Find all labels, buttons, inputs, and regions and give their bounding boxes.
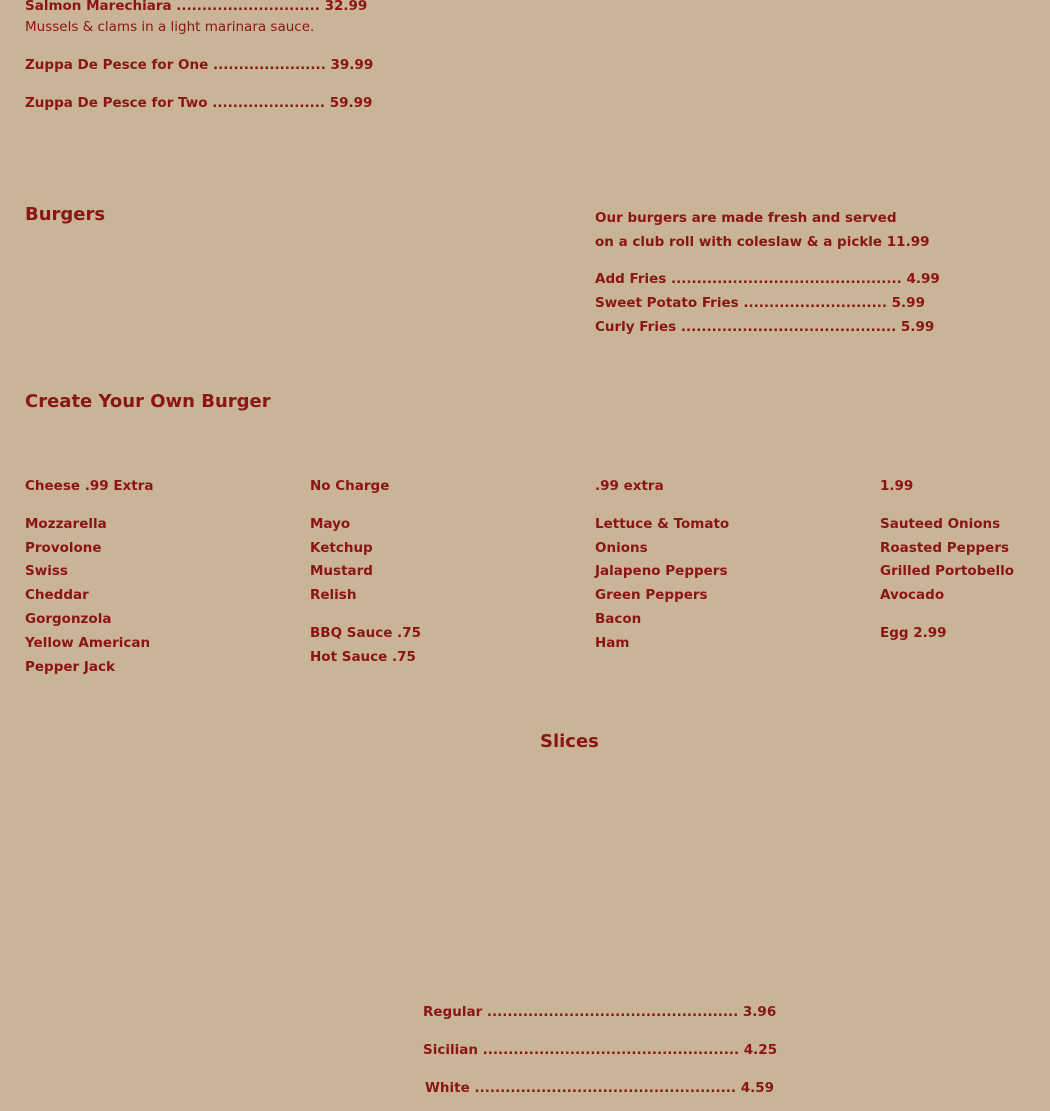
list-item: Egg 2.99 — [880, 624, 947, 641]
toppings-column-199 — [880, 475, 1045, 646]
list-item: Cheddar — [25, 587, 89, 604]
list-item: Grilled Portobello — [880, 563, 1015, 580]
side-curly-fries: Curly Fries .......................................... 5.99 — [595, 319, 935, 335]
list-item: Green Peppers — [595, 587, 708, 604]
menu-item-description: Mussels & clams in a light marinara sauce. — [25, 19, 315, 35]
menu-item-salmon-marechiara: Salmon Marechiara ............................ 32.99 — [25, 0, 368, 14]
list-item: Onions — [595, 539, 648, 556]
column-header: Cheese .99 Extra — [25, 478, 154, 494]
section-title-slices: Slices — [540, 731, 599, 752]
toppings-column-99-extra — [595, 475, 865, 656]
side-add-fries: Add Fries ............................................. 4.99 — [595, 271, 940, 287]
list-item: Hot Sauce .75 — [310, 648, 416, 665]
section-title-create-burger: Create Your Own Burger — [25, 391, 271, 412]
list-item: Sauteed Onions — [880, 515, 1001, 532]
list-item: BBQ Sauce .75 — [310, 624, 421, 641]
slice-regular: Regular ................................................. 3.96 — [423, 1004, 777, 1020]
side-sweet-potato-fries: Sweet Potato Fries ............................ 5.99 — [595, 295, 925, 311]
burgers-description-line2: on a club roll with coleslaw & a pickle 11.99 — [595, 234, 930, 250]
list-item: Ketchup — [310, 539, 373, 556]
list-item: Ham — [595, 634, 630, 651]
list-item: Gorgonzola — [25, 610, 112, 627]
toppings-column-no-charge — [310, 475, 580, 670]
section-title-burgers: Burgers — [25, 204, 106, 225]
column-header: No Charge — [310, 478, 390, 494]
list-item: Mayo — [310, 515, 351, 532]
menu-item-zuppa-one: Zuppa De Pesce for One ...................... 39.99 — [25, 57, 374, 73]
list-item: Mustard — [310, 563, 373, 580]
column-header: 1.99 — [880, 478, 914, 494]
list-item: Lettuce & Tomato — [595, 515, 730, 532]
toppings-column-cheese — [25, 475, 295, 679]
list-item: Yellow American — [25, 634, 151, 651]
column-header: .99 extra — [595, 478, 664, 494]
list-item: Swiss — [25, 563, 68, 580]
list-item: Roasted Peppers — [880, 539, 1010, 556]
list-item: Mozzarella — [25, 515, 107, 532]
list-item: Relish — [310, 587, 357, 604]
slice-white: White ................................................... 4.59 — [425, 1080, 774, 1096]
list-item: Bacon — [595, 610, 642, 627]
menu-item-zuppa-two: Zuppa De Pesce for Two ...................... 59.99 — [25, 95, 373, 111]
list-item: Avocado — [880, 587, 945, 604]
list-item: Jalapeno Peppers — [595, 563, 728, 580]
list-item: Pepper Jack — [25, 658, 116, 675]
list-item: Provolone — [25, 539, 102, 556]
slice-sicilian: Sicilian .................................................. 4.25 — [423, 1042, 778, 1058]
burgers-description-line1: Our burgers are made fresh and served — [595, 210, 897, 226]
